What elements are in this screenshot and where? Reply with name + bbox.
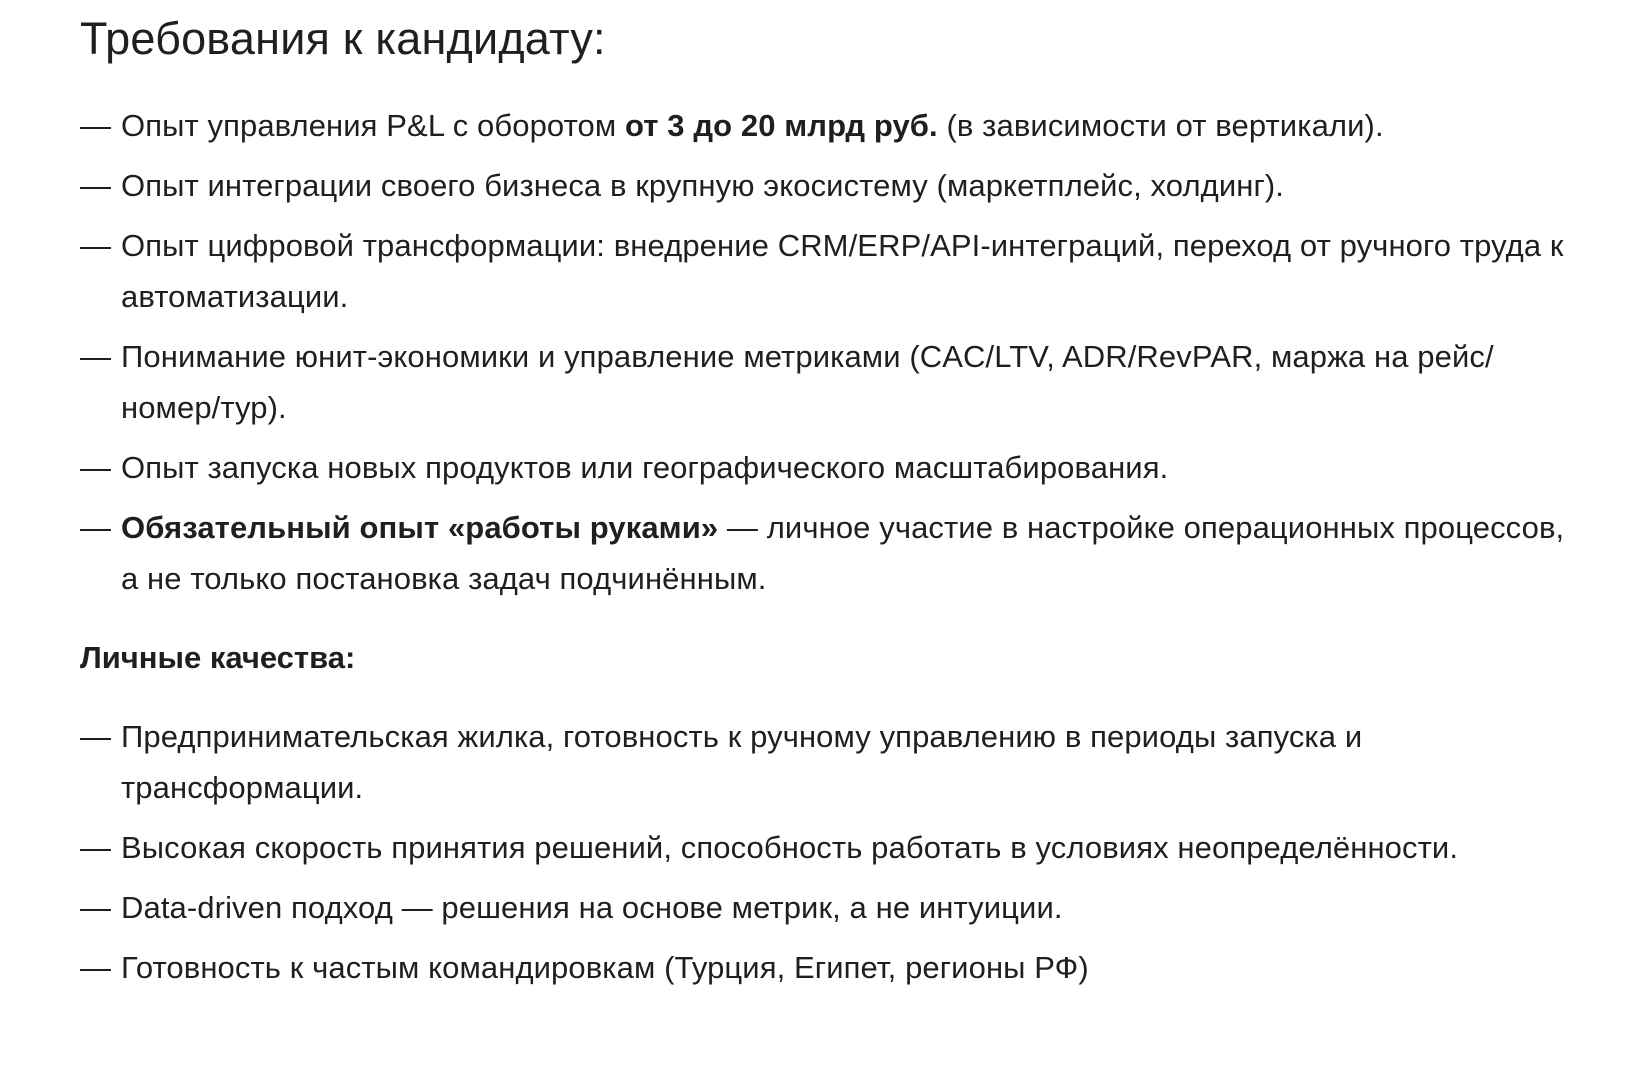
item-bold-text: от 3 до 20 млрд руб. [625,108,938,143]
item-text: Data-driven подход — решения на основе метрик, а не интуиции. [121,890,1063,925]
list-item [80,331,1567,433]
item-text: Предпринимательская жилка, готовность к ручному управлению в периоды запуска и трансформации. [121,719,1363,805]
requirements-heading: Требования к кандидату: [80,13,606,64]
item-bold-text: Обязательный опыт «работы руками» [121,510,719,545]
list-item [80,220,1567,322]
list-item [80,100,1567,151]
dash-bullet: — [80,950,112,985]
list-item [80,711,1567,813]
list-item [80,942,1567,993]
dash-bullet: — [80,339,112,374]
personal-qualities-heading: Личные качества: [80,640,356,675]
dash-bullet: — [80,890,112,925]
item-text: Готовность к частым командировкам (Турция, Египет, регионы РФ) [121,950,1089,985]
item-text: Опыт интеграции своего бизнеса в крупную экосистему (маркетплейс, холдинг). [121,168,1285,203]
item-text: — личное участие в настройке операционных процессов, а не только постановка задач подчинённым. [121,510,1565,596]
dash-bullet: — [80,450,112,485]
list-item [80,160,1567,211]
list-item [80,502,1567,604]
requirements-list [80,100,1567,604]
list-item [80,882,1567,933]
item-text: Опыт управления P&L с оборотом [121,108,626,143]
list-item [80,822,1567,873]
dash-bullet: — [80,510,112,545]
dash-bullet: — [80,830,112,865]
item-text: (в зависимости от вертикали). [937,108,1384,143]
item-text: Высокая скорость принятия решений, способность работать в условиях неопределённости. [121,830,1459,865]
dash-bullet: — [80,168,112,203]
dash-bullet: — [80,108,112,143]
item-text: Опыт запуска новых продуктов или географического масштабирования. [121,450,1169,485]
qualities-list [80,711,1567,993]
dash-bullet: — [80,228,112,263]
dash-bullet: — [80,719,112,754]
list-item [80,442,1567,493]
item-text: Понимание юнит-экономики и управление метриками (CAC/LTV, ADR/RevPAR, маржа на рейс/номер/тур). [121,339,1494,425]
item-text: Опыт цифровой трансформации: внедрение CRM/ERP/API-интеграций, переход от ручного труда к автоматизации. [121,228,1564,314]
